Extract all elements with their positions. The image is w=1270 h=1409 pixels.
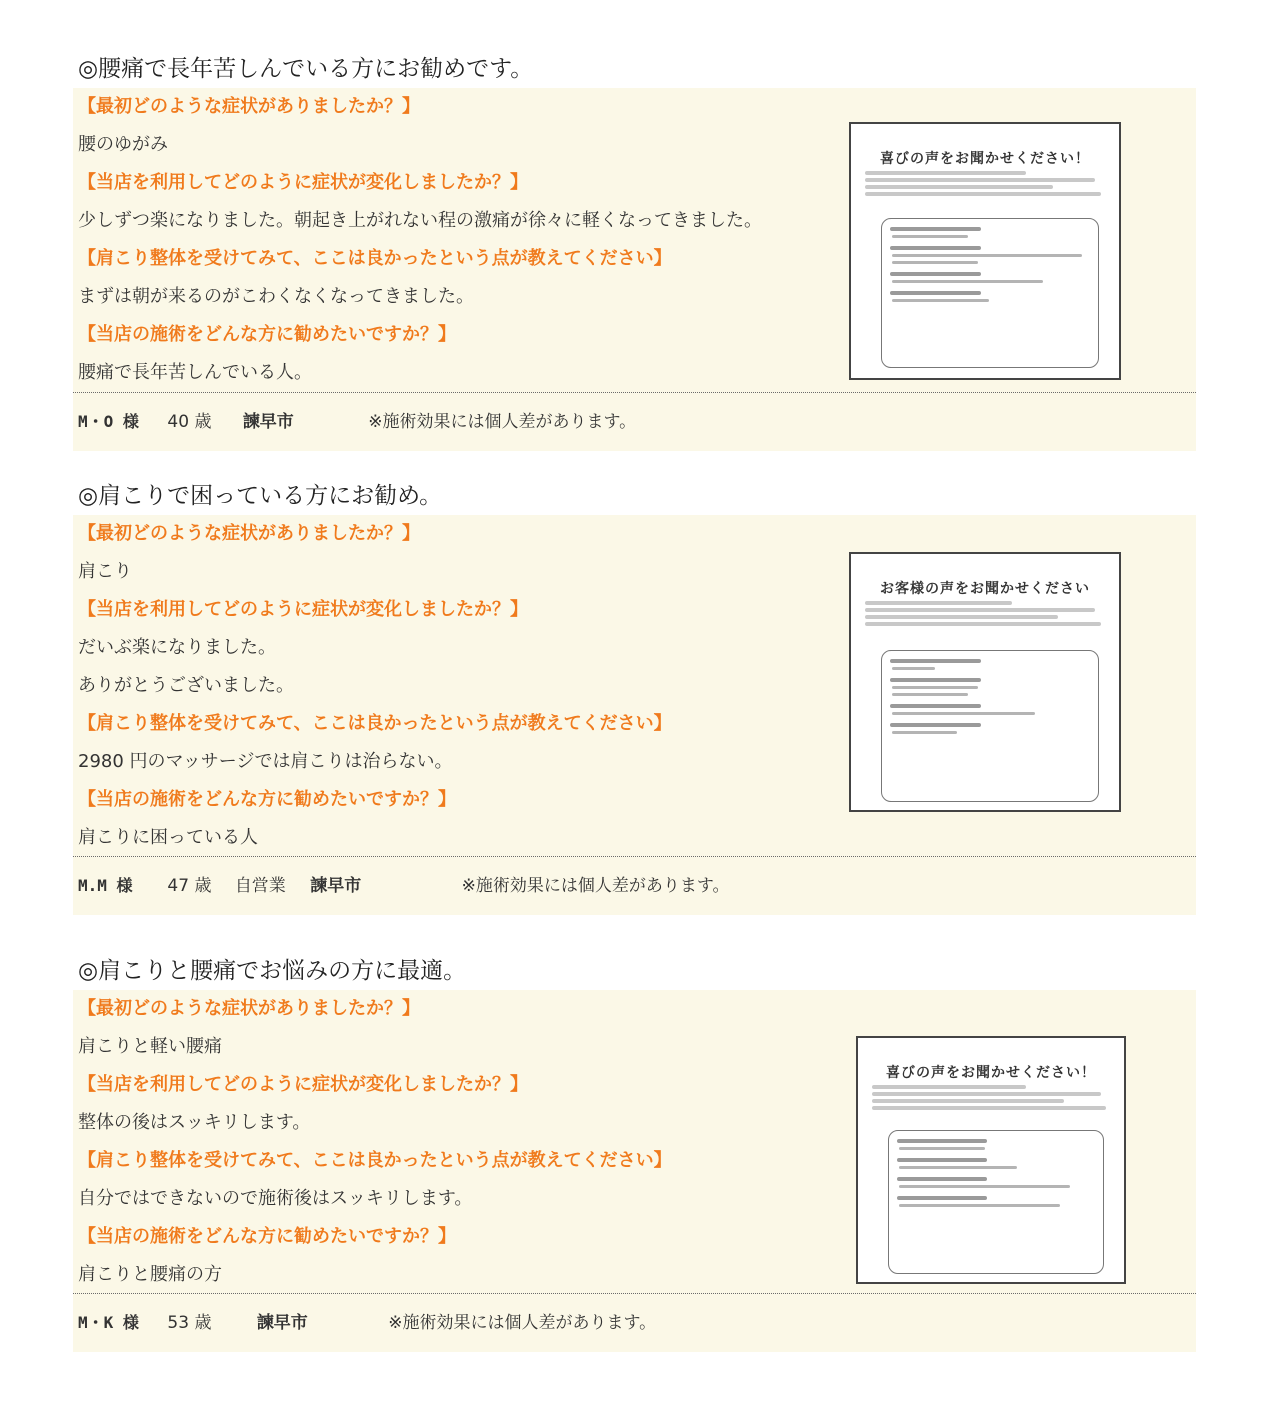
survey-sheet-title: 喜びの声をお聞かせください！: [880, 151, 1090, 167]
answer-symptom-change: だいぶ楽になりました。: [78, 637, 276, 658]
question-symptom-change: 【当店を利用してどのように症状が変化しましたか？】: [78, 599, 528, 620]
answer-symptom-change: 整体の後はスッキリします。: [78, 1112, 311, 1133]
testimonial-footer: [73, 1294, 1196, 1352]
answer-good-points: 2980 円のマッサージでは肩こりは治らない。: [78, 751, 453, 772]
survey-sheet-title: 喜びの声をお聞かせください！: [886, 1065, 1096, 1081]
answer-recommend-to: 肩こりに困っている人: [78, 827, 258, 848]
question-recommend-to: 【当店の施術をどんな方に勧めたいですか？】: [78, 789, 456, 810]
customer-age: 53 歳: [167, 1313, 212, 1333]
answer-initial-symptom: 肩こりと軽い腰痛: [78, 1036, 222, 1057]
answer-good-points: まずは朝が来るのがこわくなくなってきました。: [78, 286, 474, 307]
customer-occupation: 自営業: [234, 876, 286, 896]
survey-sheet-image: [856, 1036, 1126, 1284]
answer-symptom-change: 少しずつ楽になりました。朝起き上がれない程の激痛が徐々に軽くなってきました。: [78, 210, 762, 231]
question-good-points: 【肩こり整体を受けてみて、ここは良かったという点が教えてください】: [78, 713, 672, 734]
testimonial-1: [73, 50, 1196, 451]
answer-symptom-change-line2: ありがとうございました。: [78, 675, 294, 696]
question-recommend-to: 【当店の施術をどんな方に勧めたいですか？】: [78, 324, 456, 345]
survey-sheet-title: お客様の声をお聞かせください: [880, 581, 1090, 597]
testimonial-footer: [73, 393, 1196, 451]
testimonial-headline: ◎腰痛で長年苦しんでいる方にお勧めです。: [78, 56, 534, 82]
answer-initial-symptom: 肩こり: [78, 561, 132, 582]
testimonial-card: [73, 88, 1196, 393]
customer-city: 諫早市: [256, 1313, 308, 1333]
question-initial-symptom: 【最初どのような症状がありましたか？】: [78, 523, 420, 544]
customer-name: M・O 様: [78, 412, 139, 431]
customer-age: 47 歳: [167, 876, 212, 896]
testimonial-footer: [73, 857, 1196, 915]
disclaimer-note: ※施術効果には個人差があります。: [388, 1313, 657, 1333]
question-symptom-change: 【当店を利用してどのように症状が変化しましたか？】: [78, 172, 528, 193]
answer-good-points: 自分ではできないので施術後はスッキリします。: [78, 1188, 473, 1209]
answer-recommend-to: 肩こりと腰痛の方: [78, 1264, 222, 1285]
customer-city: 諫早市: [242, 412, 294, 432]
answer-recommend-to: 腰痛で長年苦しんでいる人。: [78, 362, 312, 383]
answer-initial-symptom: 腰のゆがみ: [78, 134, 168, 155]
disclaimer-note: ※施術効果には個人差があります。: [368, 412, 637, 432]
customer-name: M・K 様: [78, 1313, 139, 1332]
question-initial-symptom: 【最初どのような症状がありましたか？】: [78, 96, 420, 117]
survey-sheet-image: [849, 552, 1121, 812]
testimonial-3: [73, 952, 1196, 1352]
testimonial-2: [73, 477, 1196, 915]
customer-city: 諫早市: [310, 876, 362, 896]
testimonial-headline: ◎肩こりで困っている方にお勧め。: [78, 483, 443, 509]
customer-name: M.M 様: [78, 876, 133, 895]
survey-sheet-image: [849, 122, 1121, 380]
testimonial-headline: ◎肩こりと腰痛でお悩みの方に最適。: [78, 958, 467, 984]
question-recommend-to: 【当店の施術をどんな方に勧めたいですか？】: [78, 1226, 456, 1247]
question-good-points: 【肩こり整体を受けてみて、ここは良かったという点が教えてください】: [78, 1150, 672, 1171]
customer-age: 40 歳: [167, 412, 212, 432]
testimonial-card: [73, 515, 1196, 857]
disclaimer-note: ※施術効果には個人差があります。: [461, 876, 730, 896]
question-good-points: 【肩こり整体を受けてみて、ここは良かったという点が教えてください】: [78, 248, 672, 269]
testimonial-card: [73, 990, 1196, 1294]
question-symptom-change: 【当店を利用してどのように症状が変化しましたか？】: [78, 1074, 528, 1095]
question-initial-symptom: 【最初どのような症状がありましたか？】: [78, 998, 420, 1019]
